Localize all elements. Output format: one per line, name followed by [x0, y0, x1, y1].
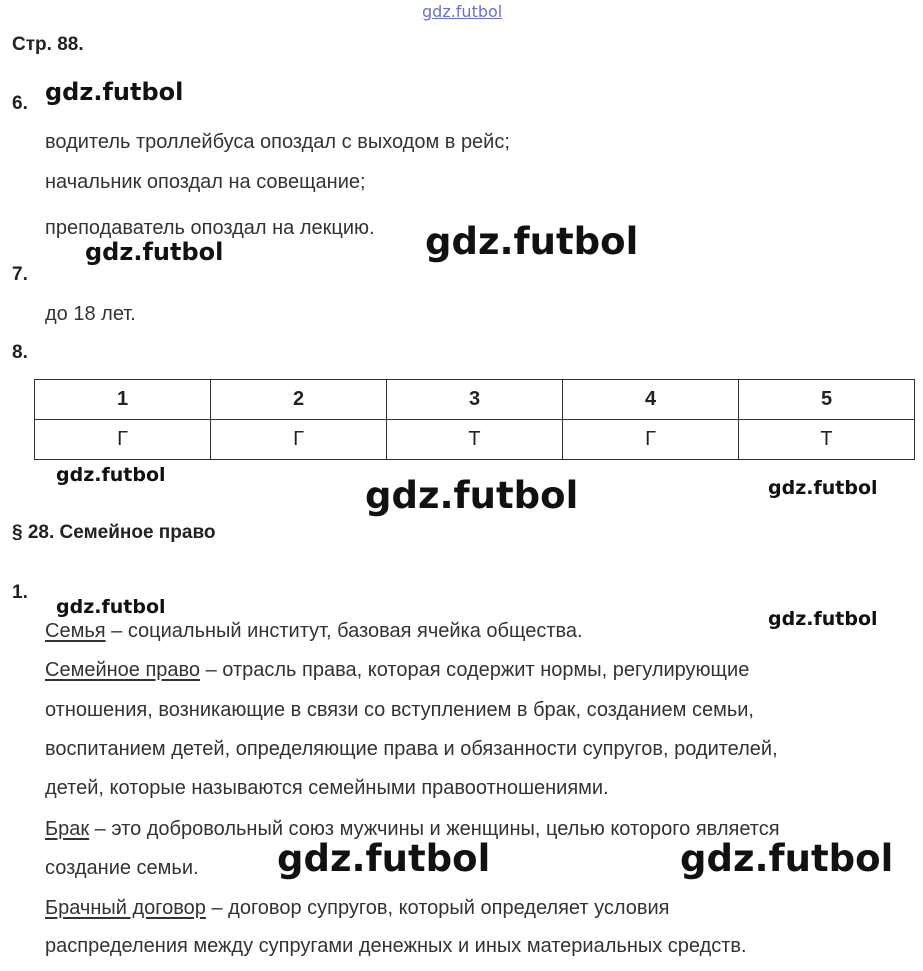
definition-text: – социальный институт, базовая ячейка общества.: [105, 620, 583, 642]
watermark: gdz.futbol: [277, 837, 491, 880]
table-cell: Г: [563, 420, 739, 460]
definition-line: воспитанием детей, определяющие права и обязанности супругов, родителей,: [45, 738, 778, 760]
definition-family: [45, 620, 583, 643]
watermark-top: gdz.futbol: [422, 2, 503, 21]
definition-text: – это добровольный союз мужчины и женщины, целью которого является: [89, 818, 780, 840]
page-header: Стр. 88.: [12, 34, 84, 55]
table-cell: Т: [387, 420, 563, 460]
table-cell: Г: [211, 420, 387, 460]
table-header-cell: 2: [211, 380, 387, 420]
table-header-cell: 1: [35, 380, 211, 420]
task-7-answer: до 18 лет.: [45, 303, 136, 325]
definition-line: отношения, возникающие в связи со вступлением в брак, созданием семьи,: [45, 699, 754, 721]
watermark: gdz.futbol: [680, 837, 894, 880]
table-header-cell: 5: [739, 380, 915, 420]
table-header-cell: 3: [387, 380, 563, 420]
answer-table: [34, 379, 915, 460]
definition-line: распределения между супругами денежных и иных материальных средств.: [45, 935, 747, 957]
table-header-row: [35, 380, 915, 420]
table-cell: Т: [739, 420, 915, 460]
definition-text: – договор супругов, который определяет условия: [205, 897, 670, 919]
term-marriage: Брак: [45, 818, 90, 840]
watermark: gdz.futbol: [85, 238, 224, 266]
watermark: gdz.futbol: [56, 596, 166, 618]
term-marriage-contract: Брачный договор: [45, 897, 206, 919]
definition-line: детей, которые называются семейными правоотношениями.: [45, 777, 609, 799]
term-family-law: Семейное право: [45, 659, 201, 681]
definition-marriage-contract: [45, 897, 670, 920]
task-6-line-3: преподаватель опоздал на лекцию.: [45, 217, 375, 239]
task-6-number: 6.: [12, 93, 28, 114]
table-header-cell: 4: [563, 380, 739, 420]
task-7-number: 7.: [12, 264, 28, 285]
watermark: gdz.futbol: [425, 220, 639, 263]
watermark: gdz.futbol: [365, 474, 579, 517]
task-6-line-2: начальник опоздал на совещание;: [45, 171, 366, 193]
task-6-line-1: водитель троллейбуса опоздал с выходом в рейс;: [45, 131, 510, 153]
definition-line: создание семьи.: [45, 857, 199, 879]
definition-text: – отрасль права, которая содержит нормы, регулирующие: [200, 659, 750, 681]
table-row: [35, 420, 915, 460]
task-1-number: 1.: [12, 582, 28, 603]
watermark: gdz.futbol: [768, 477, 878, 499]
section-title: § 28. Семейное право: [12, 522, 216, 543]
task-8-number: 8.: [12, 342, 28, 363]
definition-family-law: [45, 659, 749, 682]
watermark: gdz.futbol: [768, 608, 878, 630]
watermark: gdz.futbol: [45, 78, 184, 106]
watermark: gdz.futbol: [56, 464, 166, 486]
term-family: Семья: [45, 620, 106, 642]
table-cell: Г: [35, 420, 211, 460]
